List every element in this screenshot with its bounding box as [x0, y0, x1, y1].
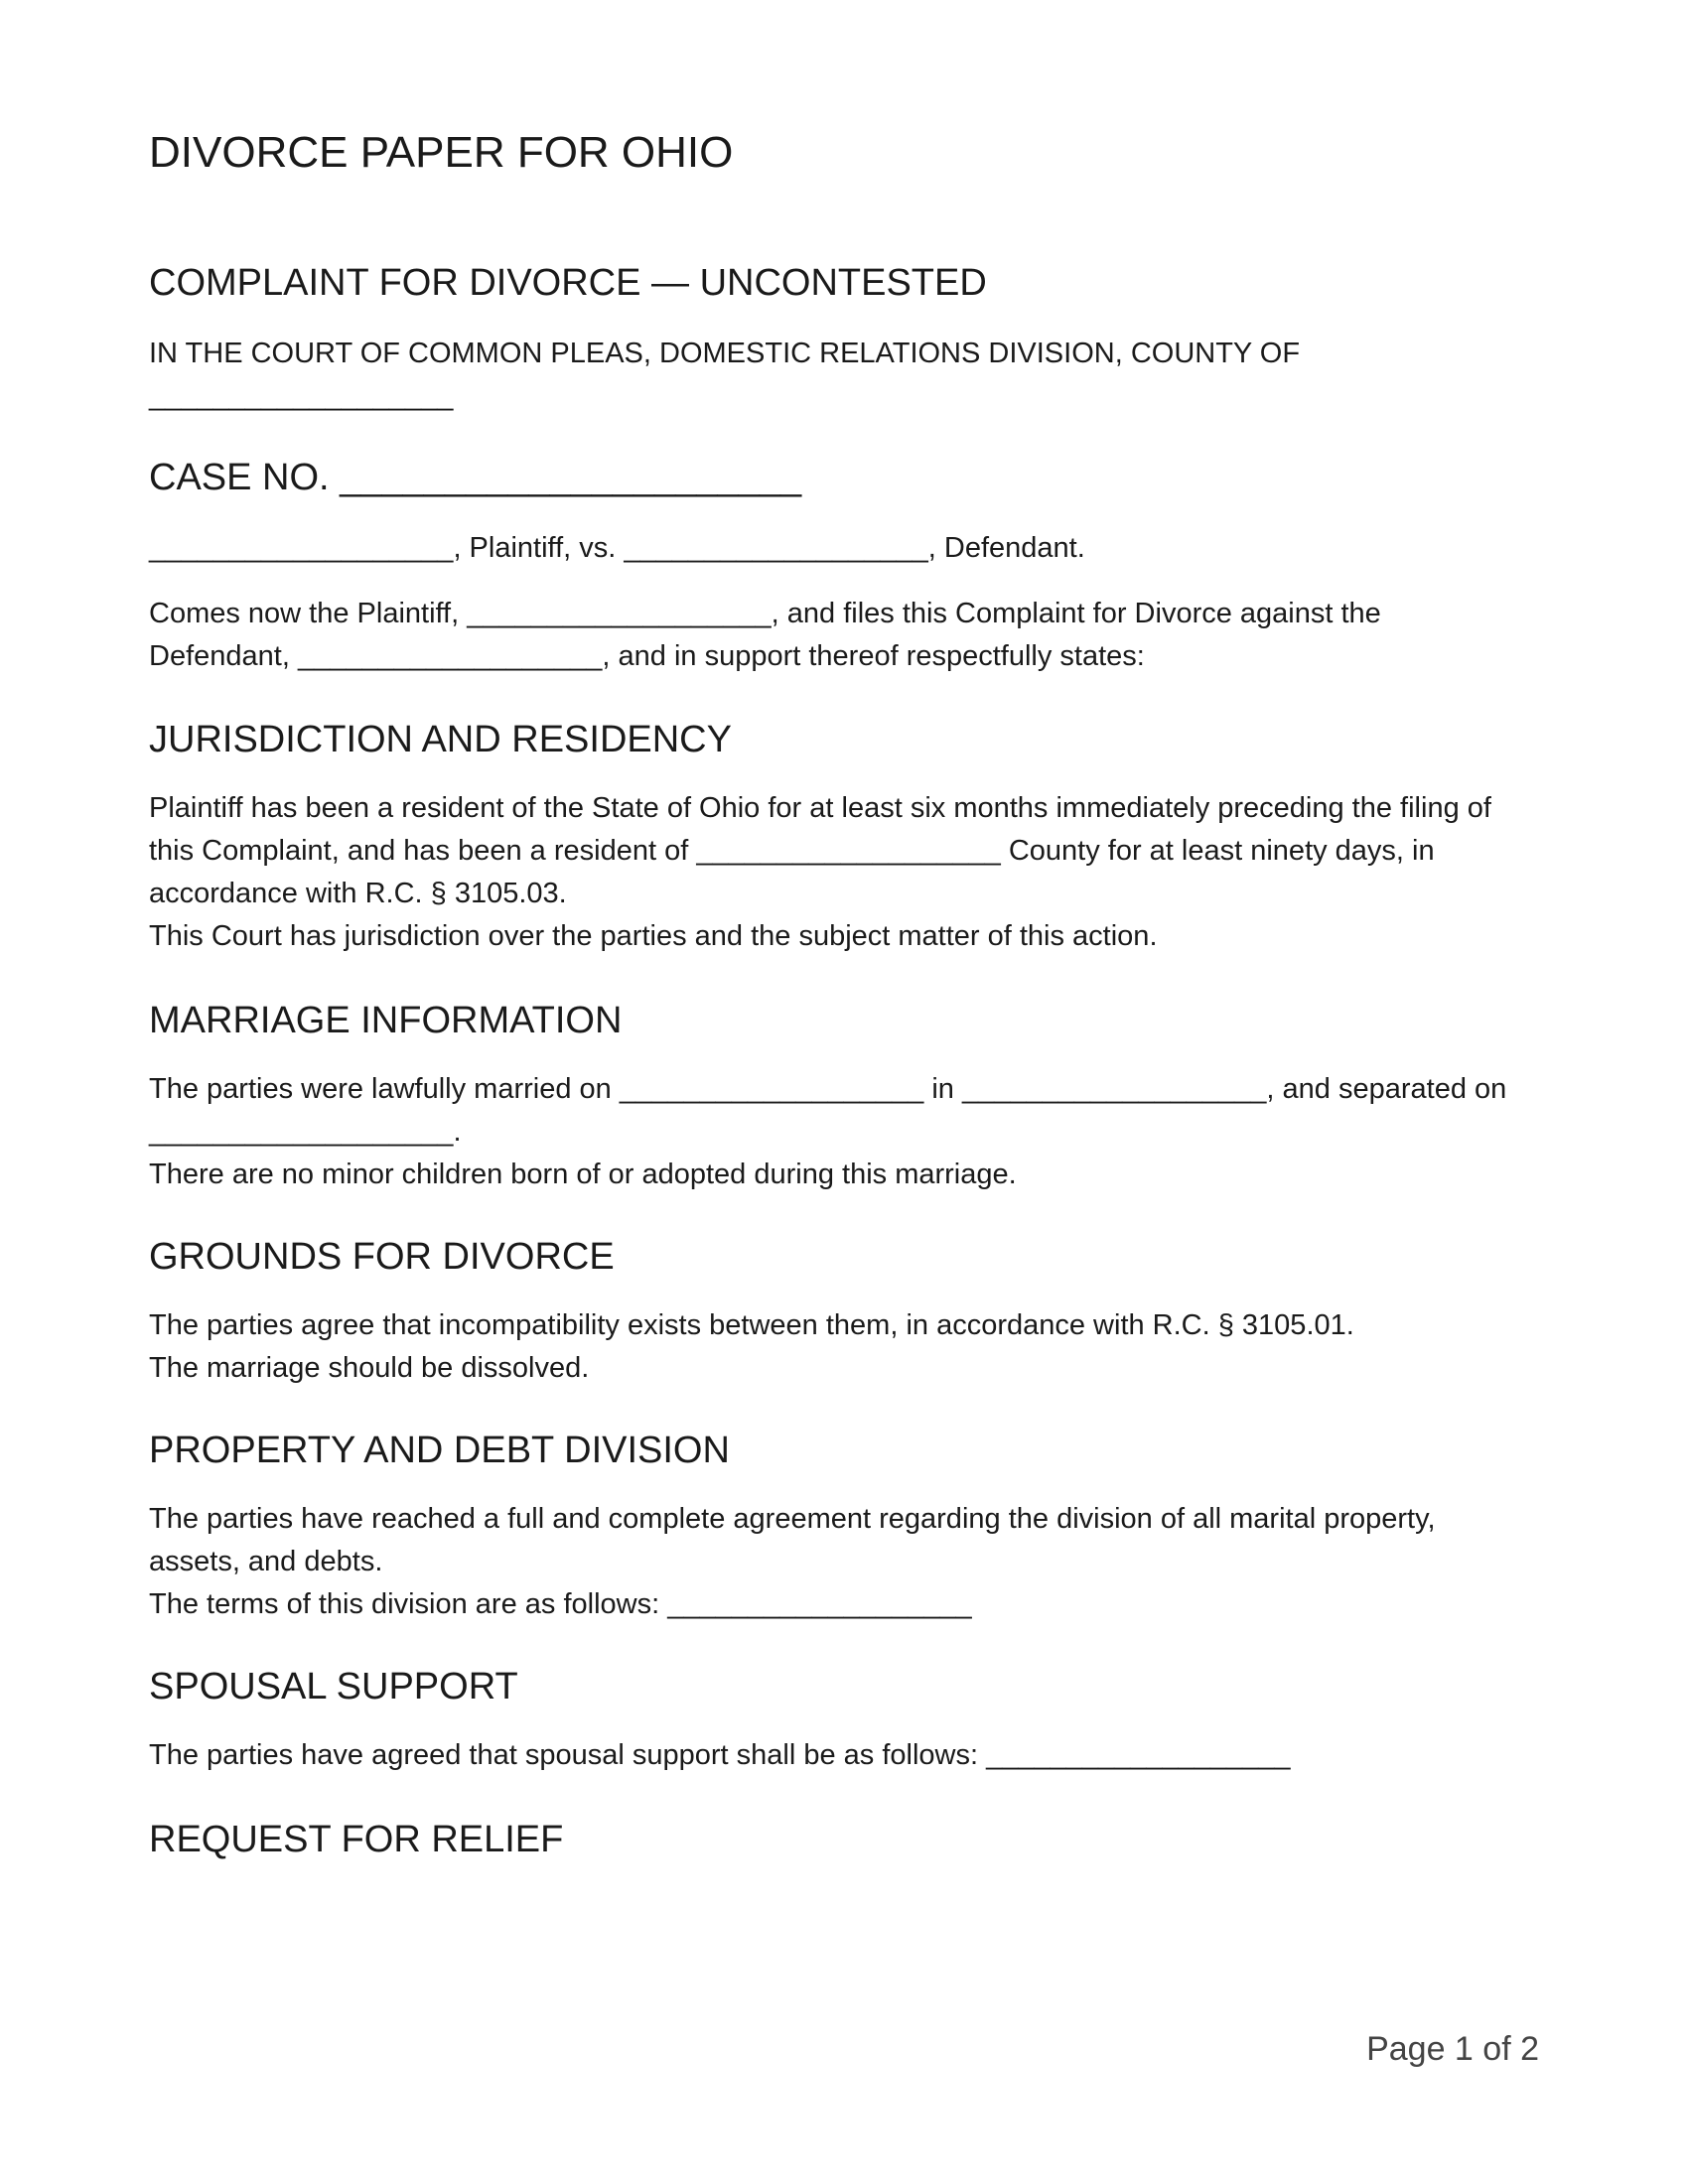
marriage-line: ___________________. [149, 1116, 462, 1148]
property-body [149, 1498, 1539, 1626]
support-heading: SPOUSAL SUPPORT [149, 1666, 518, 1707]
support-paragraph [149, 1734, 1539, 1777]
support-line: The parties have agreed that spousal support shall be as follows: ___________________ [149, 1739, 1291, 1771]
support-body [149, 1734, 1539, 1777]
grounds-body [149, 1304, 1539, 1390]
property-line: The parties have reached a full and complete agreement regarding the division of all marital property, [149, 1503, 1436, 1535]
complaint-section [149, 260, 1539, 306]
court-caption-line: IN THE COURT OF COMMON PLEAS, DOMESTIC RELATIONS DIVISION, COUNTY OF [149, 338, 1301, 369]
grounds-paragraph [149, 1304, 1539, 1390]
marriage-body [149, 1068, 1539, 1196]
marriage-line: The parties were lawfully married on ___________________ in ___________________, and separated on [149, 1073, 1507, 1105]
complaint-heading: COMPLAINT FOR DIVORCE — UNCONTESTED [149, 262, 987, 304]
jurisdiction-heading: JURISDICTION AND RESIDENCY [149, 719, 732, 760]
jurisdiction-section [149, 717, 1539, 762]
property-heading: PROPERTY AND DEBT DIVISION [149, 1430, 730, 1471]
relief-section [149, 1817, 1539, 1862]
parties-section [149, 527, 1539, 570]
relief-heading: REQUEST FOR RELIEF [149, 1819, 564, 1860]
grounds-section [149, 1234, 1539, 1280]
property-paragraph [149, 1498, 1539, 1626]
county-blank-line: ___________________ [149, 380, 454, 412]
jurisdiction-line: This Court has jurisdiction over the parties and the subject matter of this action. [149, 920, 1158, 952]
intro-line: Defendant, ___________________, and in support thereof respectfully states: [149, 640, 1145, 672]
document-title: DIVORCE PAPER FOR OHIO [149, 128, 734, 177]
marriage-section [149, 998, 1539, 1043]
jurisdiction-paragraph [149, 787, 1539, 958]
intro-line: Comes now the Plaintiff, ___________________, and files this Complaint for Divorce against the [149, 598, 1381, 629]
court-caption-text [149, 333, 1539, 418]
intro-section [149, 593, 1539, 678]
case-number-heading: CASE NO. ______________________ [149, 457, 802, 498]
jurisdiction-line: Plaintiff has been a resident of the State of Ohio for at least six months immediately preceding the filing of [149, 792, 1491, 824]
parties-text [149, 527, 1539, 570]
property-line: assets, and debts. [149, 1546, 383, 1577]
court-caption [149, 333, 1539, 418]
parties-line: ___________________, Plaintiff, vs. ___________________, Defendant. [149, 532, 1085, 564]
marriage-paragraph [149, 1068, 1539, 1196]
page-number: Page 1 of 2 [1366, 2030, 1539, 2068]
grounds-line: The parties agree that incompatibility exists between them, in accordance with R.C. § 3105.01. [149, 1309, 1354, 1341]
property-line: The terms of this division are as follows: ___________________ [149, 1588, 972, 1620]
jurisdiction-body [149, 787, 1539, 958]
grounds-heading: GROUNDS FOR DIVORCE [149, 1236, 615, 1278]
marriage-line: There are no minor children born of or adopted during this marriage. [149, 1159, 1017, 1190]
jurisdiction-line: this Complaint, and has been a resident of ___________________ County for at least ninety days, in [149, 835, 1435, 867]
support-section [149, 1664, 1539, 1709]
marriage-heading: MARRIAGE INFORMATION [149, 1000, 623, 1041]
property-section [149, 1428, 1539, 1473]
jurisdiction-line: accordance with R.C. § 3105.03. [149, 878, 567, 909]
grounds-line: The marriage should be dissolved. [149, 1352, 590, 1384]
case-number-section [149, 455, 1539, 500]
intro-paragraph [149, 593, 1539, 678]
